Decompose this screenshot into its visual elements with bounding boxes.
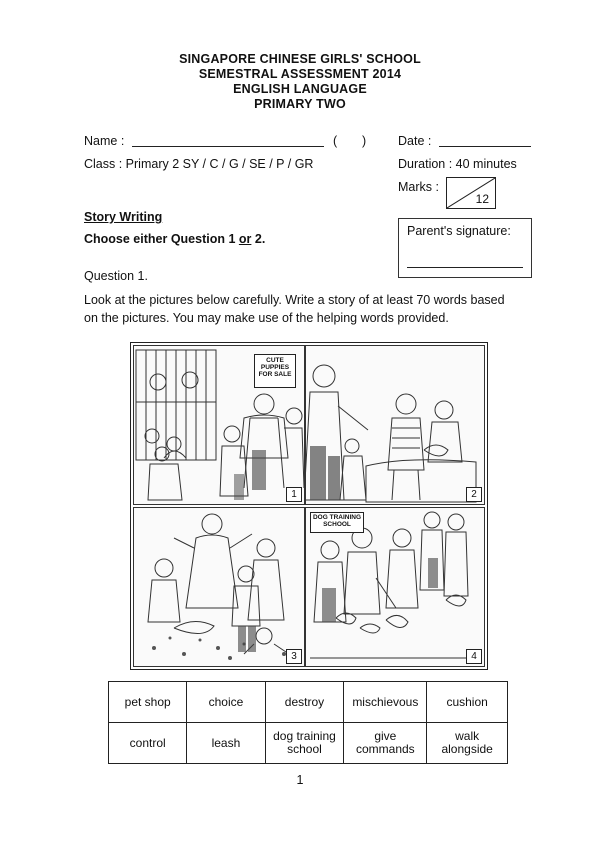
picture-panel-3	[133, 507, 305, 667]
question-label: Question 1.	[84, 269, 148, 283]
duration-label: Duration : 40 minutes	[398, 157, 517, 171]
level-title: PRIMARY TWO	[254, 97, 346, 111]
helping-word: dog training school	[265, 723, 344, 764]
marks-label: Marks :	[398, 180, 439, 194]
page-number: 1	[296, 773, 304, 787]
helping-word: cushion	[427, 682, 508, 723]
instruction-pre: Choose either Question 1	[84, 232, 239, 246]
messy-house-illustration	[134, 508, 304, 666]
school-name: SINGAPORE CHINESE GIRLS' SCHOOL	[179, 52, 421, 66]
name-field[interactable]	[132, 146, 324, 147]
helping-word: choice	[187, 682, 265, 723]
marks-total: 12	[475, 192, 489, 206]
helping-word: walk alongside	[427, 723, 508, 764]
panel-number-1: 1	[286, 487, 302, 502]
question-text-line1: Look at the pictures below carefully. Write a story of at least 70 words based	[84, 293, 505, 307]
instruction-or: or	[238, 232, 252, 246]
date-label: Date :	[398, 134, 432, 148]
assessment-title: SEMESTRAL ASSESSMENT 2014	[198, 67, 402, 81]
pet-shop-sign: CUTE PUPPIES FOR SALE	[254, 354, 296, 388]
helping-word: pet shop	[109, 682, 187, 723]
panel-number-2: 2	[466, 487, 482, 502]
marks-box[interactable]	[446, 177, 496, 209]
picture-panel-1	[133, 345, 305, 505]
instruction-post: 2.	[251, 232, 266, 246]
picture-panel-2	[305, 345, 485, 505]
father-son-puppy-illustration	[306, 346, 484, 504]
section-instruction	[84, 231, 265, 247]
helping-word: give commands	[344, 723, 427, 764]
table-row	[109, 723, 508, 764]
parent-signature-label: Parent's signature:	[407, 224, 511, 238]
parent-signature-box[interactable]	[398, 218, 532, 278]
helping-word: destroy	[265, 682, 344, 723]
helping-word: leash	[187, 723, 265, 764]
panel-number-4: 4	[466, 649, 482, 664]
table-row	[109, 682, 508, 723]
parent-signature-line	[407, 267, 523, 268]
date-field[interactable]	[439, 146, 531, 147]
picture-sequence	[130, 342, 488, 670]
picture-panel-4	[305, 507, 485, 667]
helping-word: control	[109, 723, 187, 764]
register-paren-open: (	[333, 134, 338, 148]
name-label: Name :	[84, 134, 125, 148]
subject-title: ENGLISH LANGUAGE	[233, 82, 367, 96]
section-title: Story Writing	[84, 210, 163, 224]
question-text-line2: on the pictures. You may make use of the helping words provided.	[84, 311, 449, 325]
helping-word: mischievous	[344, 682, 427, 723]
dog-training-sign: DOG TRAINING SCHOOL	[310, 512, 364, 533]
register-paren-close: )	[362, 134, 367, 148]
panel-number-3: 3	[286, 649, 302, 664]
helping-words-table	[108, 681, 508, 764]
class-label: Class : Primary 2 SY / C / G / SE / P / GR	[84, 157, 314, 171]
